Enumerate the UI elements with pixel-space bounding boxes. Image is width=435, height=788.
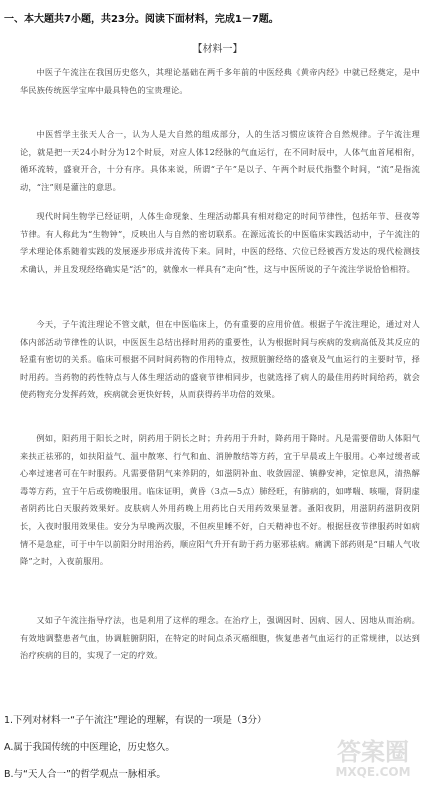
material-title: 【材料一】 — [192, 44, 243, 55]
paragraph-3: 现代时间生物学已经证明，人体生命现象、生理活动都具有相对稳定的时间节律性，包括年节、昼夜等节律。有人称此为“生物钟”，反映出人与自然的密切联系。在源远流长的中医临床实践活动中，子午流注的学术理论体系随着实践的发展逐步形成并流传下来。同时，中医的经络、穴位已经被西方发达的现代检测技术确认，并且发现经络确实是“活”的，就像水一样具有“走向”性，这与中医所说的子午流注学说恰恰相符。 — [20, 211, 420, 274]
section-heading: 一、本大题共7小题，共23分。阅读下面材料，完成1－7题。 — [4, 14, 279, 25]
paragraph-1: 中医子午流注在我国历史悠久，其理论基础在两千多年前的中医经典《黄帝内经》中就已经奠定，是中华民族传统医学宝库中最具特色的宝贵理论。 — [20, 67, 420, 95]
paragraph-4: 今天，子午流注理论不管文献，但在中医临床上，仍有重要的应用价值。根据子午流注理论，通过对人体内部活动节律性的认识，中医医生总结出择时用药的重要性，认为根据时间与疾病的发病高低及其反应的轻重有密切的关系。临床可根据不同时间药物的作用特点，按照脏腑经络的盛衰及气血运行的主要时节，择时用药。当药物的药性特点与人体生理活动的盛衰节律相同步，也就选择了病人的最佳用药时间给药，就会使药物充分发挥药效，疾病就会更快好转，从而获得药半功倍的效果。 — [20, 319, 420, 400]
watermark-brand: 答案圈 — [337, 738, 409, 766]
option-b: B.与“天人合一”的哲学观点一脉相承。 — [4, 769, 166, 780]
watermark-logo — [317, 732, 429, 782]
option-a: A.属于我国传统的中医理论，历史悠久。 — [4, 742, 175, 753]
paragraph-2: 中医哲学主张天人合一，认为人是大自然的组成部分，人的生活习惯应该符合自然规律。子午流注理论，就是把一天24小时分为12个时辰，对应人体12经脉的气血运行，在不同时辰中，人体气血首尾相衔，循环流转，盛衰开合，十分有序。具体来说，所谓“子午”是以子、午两个时辰代指整个时间，“流”是指流动，“注”则是灌注的意思。 — [20, 129, 420, 192]
paragraph-5: 例如，阳药用于阳长之时，阴药用于阴长之时；升药用于升时，降药用于降时。凡是需要借助人体阳气来扶正祛邪的，如扶阳益气、温中散寒、行气和血、消肿散结等方药，宜于早晨或上午服用。心率过缓者或心率过速者可在午时服药。凡需要借阴气来养阴的，如滋阴补血、收敛固涩、镇静安神，定惊息风，清热解毒等方药，宜于午后或傍晚服用。临床证明，黄昏（3点—5点）肺经旺，有肺病的，如哮喘、咳喘，肾阴虚者阴药比白天服药效果好。皮肤病人外用药晚上用药比白天用药效果显著。蚤阳夜阴，用滋阴药滋阴夜阴长，入夜时服用效果佳。安分为早晚两次服，不但疾里睡不好，白天精神也不好。根据昼夜节律服药时如病情不是急症，可于中午以前阳分时用治药，顺应阳气升开有助于药力驱邪祛病。痛满下部药则是“日晡人气收降”之时，入夜前服用。 — [20, 433, 420, 567]
paragraph-6: 又如子午流注指导疗法，也是利用了这样的理念。在治疗上，强调因时、因病、因人、因地从而治病。有效地调整患者气血，协调脏腑阴阳，在特定的时间点杀灭癌细胞，恢复患者气血运行的正常规律，以达到治疗疾病的目的，实现了一定的疗效。 — [20, 615, 420, 661]
question-1: 1.下列对材料一“子午流注”理论的理解，有误的一项是（3分） — [4, 715, 267, 726]
watermark-site: MXQE.COM — [335, 765, 411, 779]
